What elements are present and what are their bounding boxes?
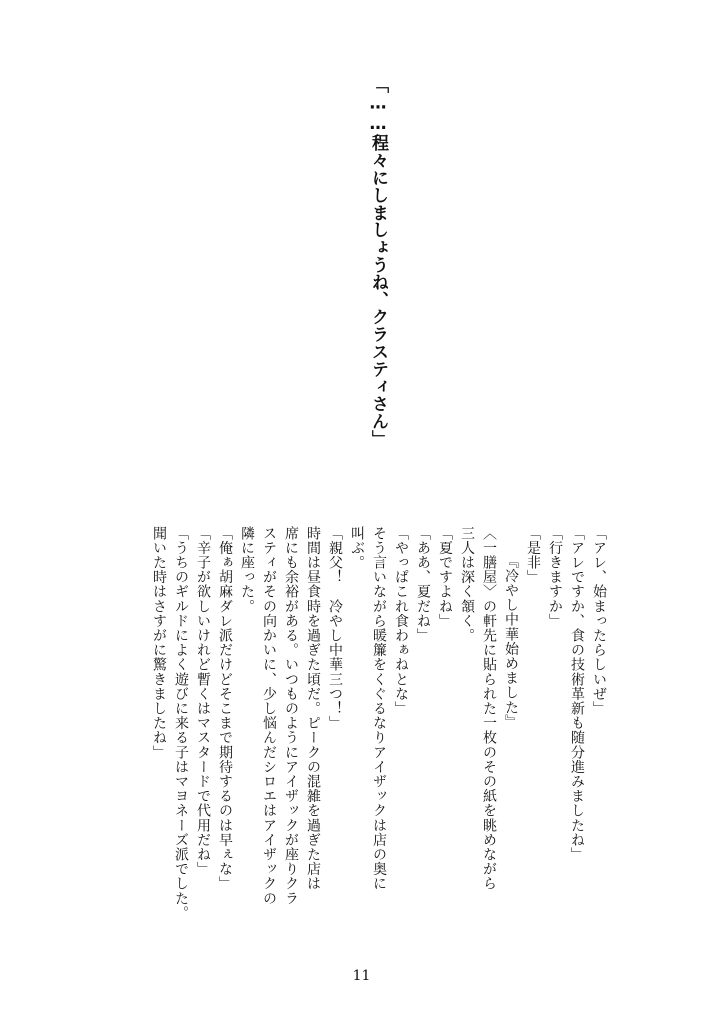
- text-line: 「アレですか、食の技術革新も随分進みましたね」: [569, 526, 585, 862]
- text-line: 「行きますか」: [547, 526, 563, 629]
- text-line: 「是非」: [525, 526, 541, 585]
- text-line: 〈一膳屋〉の軒先に貼られた一枚のその紙を眺めながら: [481, 526, 497, 891]
- text-line: そう言いながら暖簾をくぐるなりアイザックは店の奥に: [371, 526, 387, 891]
- text-line: 席にも余裕がある。いつものようにアイザックが座りクラ: [283, 526, 299, 906]
- text-line: 「うちのギルドによく遊びに来る子はマヨネーズ派でした。: [173, 526, 189, 921]
- text-line: スティがその向かいに、少し悩んだシロエはアイザックの: [261, 526, 277, 906]
- headline-quote: 「……程々にしましょうね、クラスティさん」: [368, 76, 388, 448]
- text-line: 聞いた時はさすがに驚きましたね」: [151, 526, 167, 760]
- text-line: 隣に座った。: [239, 526, 255, 614]
- page-number: 11: [352, 968, 371, 984]
- text-line: 「夏ですよね」: [437, 526, 453, 629]
- text-line: 三人は深く頷く。: [459, 526, 475, 643]
- text-line: 時間は昼食時を過ぎた頃だ。ピークの混雑を過ぎた店は: [305, 526, 321, 891]
- text-line: 「親父！ 冷やし中華三つ！」: [327, 526, 343, 731]
- text-line: 「やっぱこれ食わぁねとな」: [393, 526, 409, 716]
- text-line: 「辛子が欲しいけれど暫くはマスタードで代用だね」: [195, 526, 211, 877]
- text-line: 「アレ、始まったらしいぜ」: [591, 526, 607, 716]
- body-text: [70, 526, 610, 946]
- text-line: 「ああ、夏だね」: [415, 526, 431, 643]
- text-line: 「俺ぁ胡麻ダレ派だけどそこまで期待するのは早ぇな」: [217, 526, 233, 891]
- text-line: 叫ぶ。: [349, 526, 365, 570]
- sign-text-line: 『冷やし中華始めました』: [503, 554, 519, 730]
